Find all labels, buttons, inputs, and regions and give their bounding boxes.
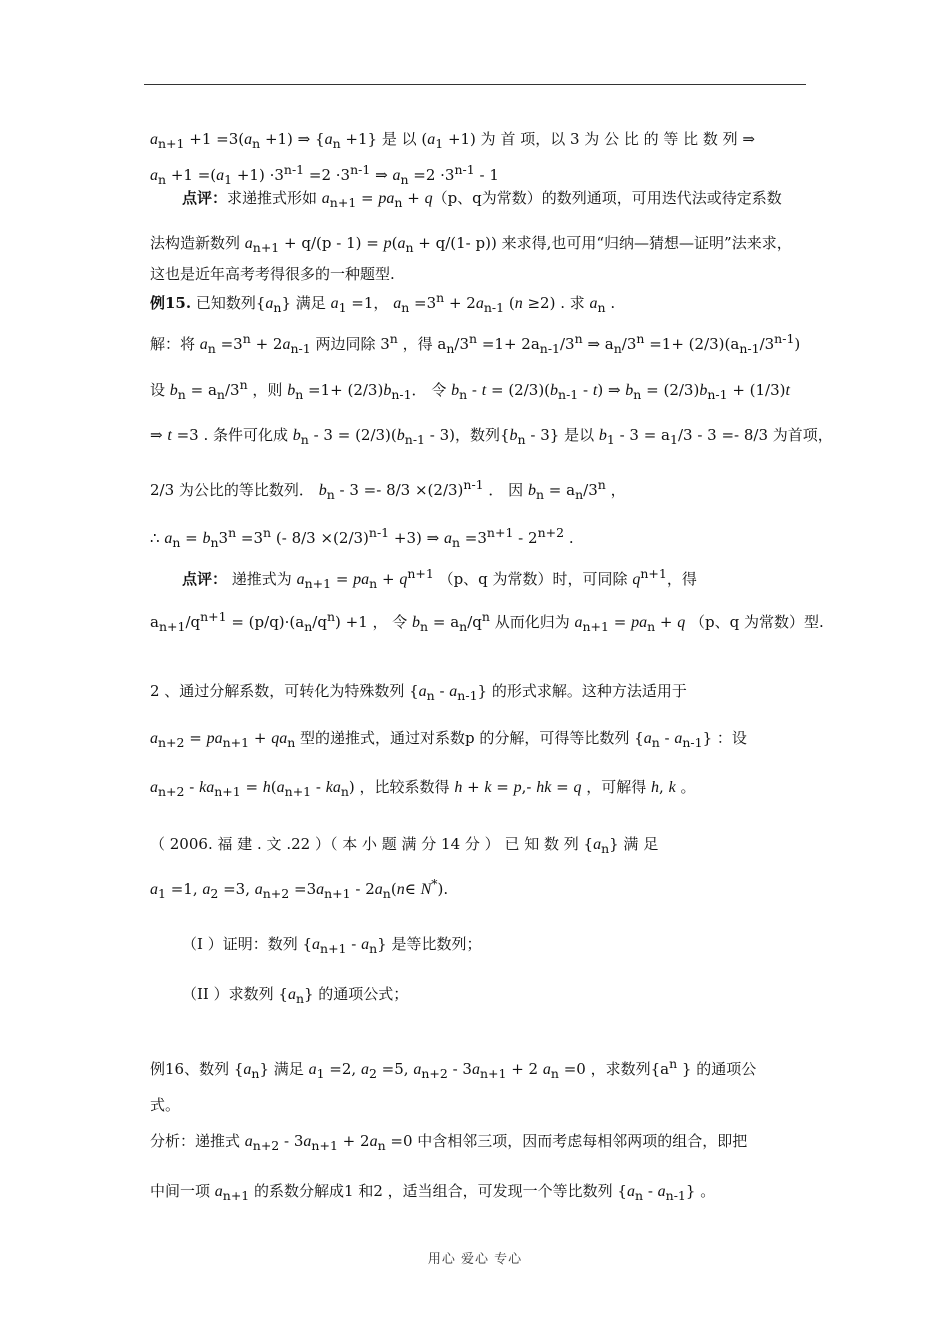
text-line-22: 分析：递推式 $a_{n+2} - 3a_{n+1} + 2a_n =0$ 中含相邻三项，因而考虑每相邻两项的组合，即把 [150,1132,748,1153]
text-line-19: （II ）求数列 $\{a_n\}$ 的通项公式； [182,985,409,1006]
text-line-17: $a_1 =1$, $a_2 =3$, $a_{n+2} =3a_{n+1}$ - $2a_n(n\in$ N*). [150,876,449,901]
header-rule [144,84,806,85]
text-line-10: ∴ $a_n = b_n3^n =3^n$ (- $8/3 \times(2/3)^{n-1} +3$) ⇒ $a_n =3^{n+1} - 2^{n+2}$ . [150,525,574,550]
text-line-6: 解：将 $a_n =3^n + 2a_{n-1}$ 两边同除 3$^n$ ，得 $a_n/3^n =1+ 2a_{n-1}/3^n$ ⇒ $a_n/3^n =1+ (2/3)(a_{n-1}/3^{n-1})$ [150,331,801,356]
page-footer: 用心 爱心 专心 [427,1252,523,1267]
text-line-1: $a_n +1 =(a_1 +1) \cdot 3^{n-1} =2 \cdot 3^{n-1}$ ⇒ $a_n =2 \cdot 3^{n-1} - 1$ [150,162,499,187]
text-line-5: 例15. 已知数列$\{a_n\}$ 满足 $a_1 =1$， $a_n =3^n + 2a_{n-1}$ (n ≥2) . 求 $a_n$ . [150,290,616,315]
text-line-9: 2/3 为公比的等比数列． $b_n - 3 =- 8/3 \times(2/3)^{n-1}$ ． 因 $b_n = a_n/3^n$ ， [150,477,626,502]
text-line-15: $a_{n+2} - ka_{n+1} = h(a_{n+1} - ka_n)$ ，比较系数得 h + k = p,- hk = q ，可解得 h, k 。 [150,778,696,799]
text-line-20: 例16、数列 $\{a_n\}$ 满足 $a_1 =2$, $a_2 =5$, $a_{n+2} - 3a_{n+1} + 2$ $a_n =0$ ，求数列{$a^n$ } 的通项公 [150,1056,757,1081]
text-line-21: 式。 [150,1096,181,1114]
text-line-11: 点评： 递推式为 $a_{n+1} = pa_n + q^{n+1}$ （p、q 为常数）时，可同除 $q^{n+1}$，得 [182,566,697,591]
text-line-12: $a_{n+1}/q^{n+1} = (p/q)\cdot(a_n/q^n) +1$ ， 令 $b_n = a_n/q^n$ 从而化归为 $a_{n+1} = pa_n + q$ （p、q 为常数）型. [150,609,824,634]
text-line-2: 点评：求递推式形如 $a_{n+1} = pa_n + q(p$、q为常数）的数列通项，可用迭代法或待定系数 [182,189,782,210]
text-line-23: 中间一项 $a_{n+1}$ 的系数分解成1 和2 ，适当组合，可发现一个等比数列 $\{a_n - a_{n-1}\}$ 。 [150,1182,716,1203]
text-line-4: 这也是近年高考考得很多的一种题型. [150,265,395,283]
text-line-7: 设 $b_n = a_n/3^n$ ，则 $b_n =1+ (2/3)b_{n-1}$． 令 $b_n - t = (2/3)(b_{n-1} - t)$ ⇒ $b_n = (2/3)b_{n-1} + (1/3)t$ [150,377,790,402]
text-line-18: （I ）证明：数列 $\{a_{n+1} - a_n\}$ 是等比数列； [182,935,482,956]
text-line-0: $a_{n+1} +1 =3(a_n +1)$ ⇒ $\{a_n +1\}$ 是 以 $(a_1 +1)$ 为 首 项，以 3 为 公 比 的 等 比 数 列 ⇒ [150,130,756,151]
text-line-8: ⇒ t =3 . 条件可化成 $b_n - 3 = (2/3)(b_{n-1} - 3)$，数列$\{b_n - 3\}$ 是以 $b_1 - 3 = a_1/3 - 3 =- 8/3$ 为首项， [150,426,833,447]
text-line-3: 法构造新数列 $a_{n+1} + q/(p - 1) = p(a_n + q/(1-$ p)) 来求得,也可用“归纳—猜想—证明”法来求， [150,234,792,255]
text-line-16: （ 2006. 福 建 . 文 .22 ）（ 本 小 题 满 分 14 分 ） 已 知 数 列 $\{a_n\}$ 满 足 [150,835,659,856]
text-line-14: $a_{n+2} = pa_{n+1} + qa_n$ 型的递推式，通过对系数p 的分解，可得等比数列 $\{a_n - a_{n-1}\}$ ：设 [150,729,747,750]
text-line-13: 2 、通过分解系数，可转化为特殊数列 $\{a_n - a_{n-1}\}$ 的形式求解。这种方法适用于 [150,682,687,703]
